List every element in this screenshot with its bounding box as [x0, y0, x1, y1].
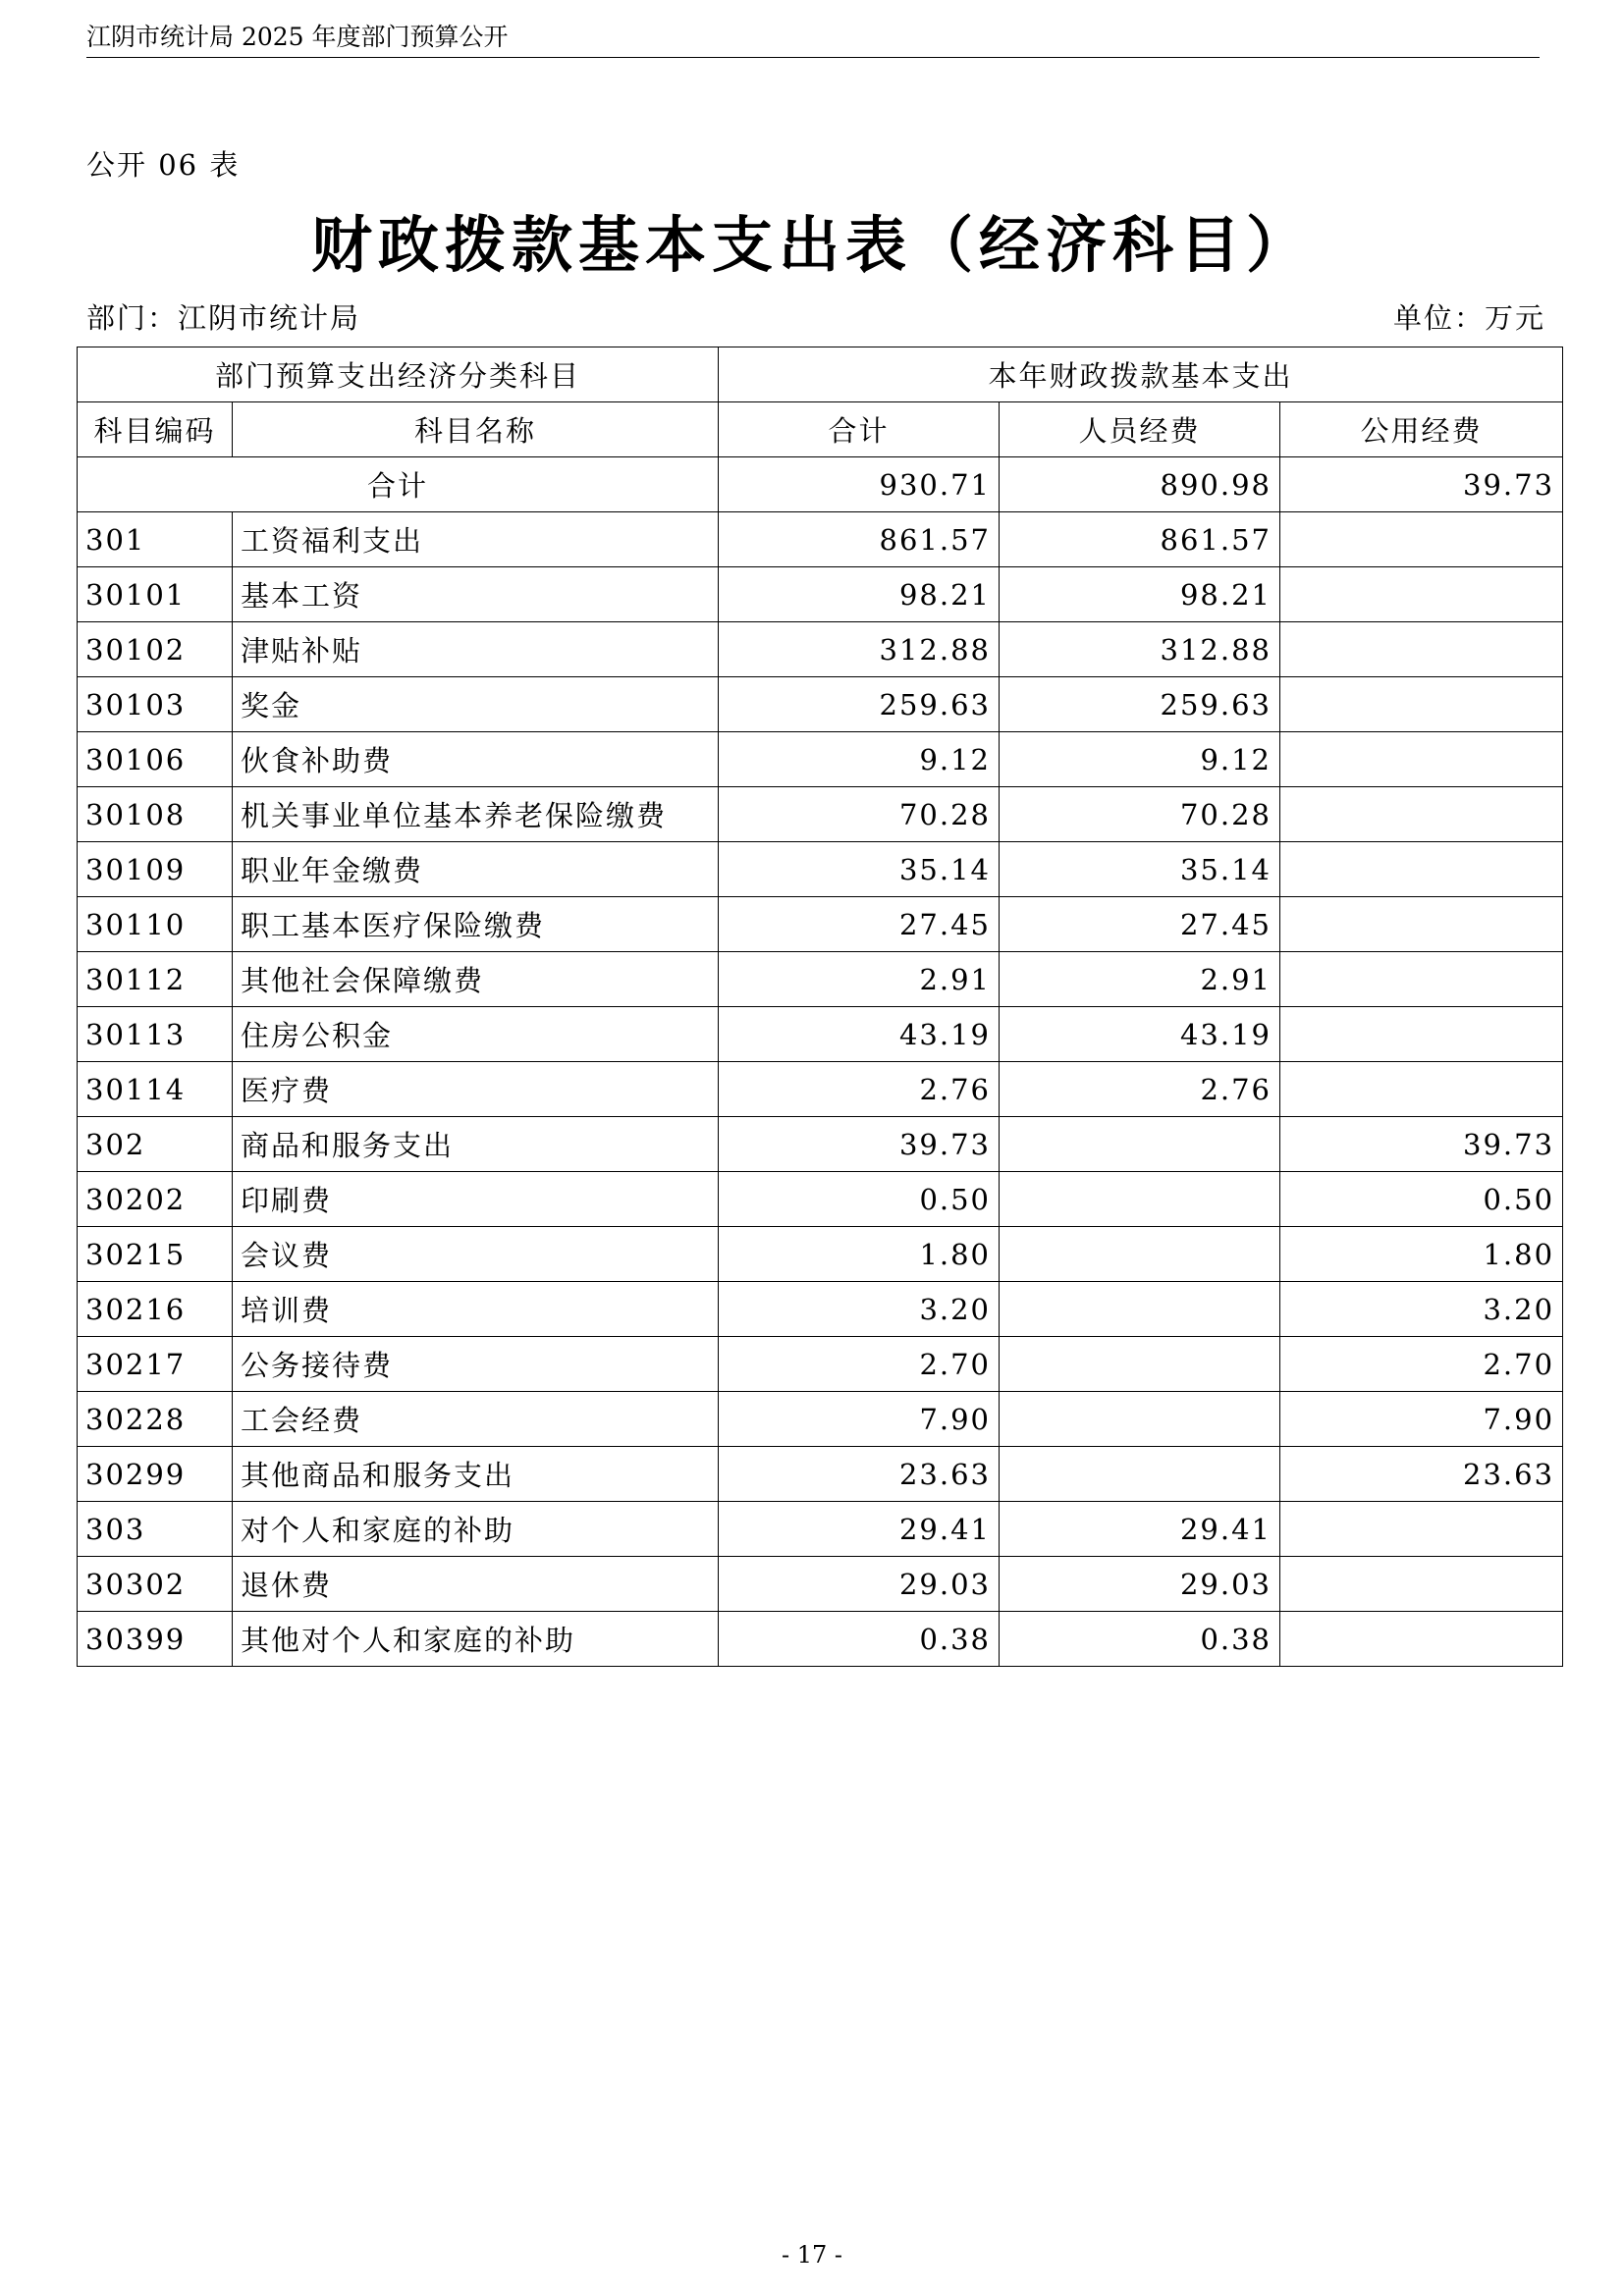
cell-public [1280, 842, 1563, 897]
cell-name: 其他商品和服务支出 [233, 1447, 719, 1502]
table-row [78, 1282, 1563, 1337]
cell-public: 39.73 [1280, 1117, 1563, 1172]
cell-code: 30102 [78, 622, 233, 677]
cell-name: 对个人和家庭的补助 [233, 1502, 719, 1557]
cell-personnel: 35.14 [1000, 842, 1280, 897]
cell-personnel: 98.21 [1000, 567, 1280, 622]
cell-total: 27.45 [719, 897, 1000, 952]
document-title: 财政拨款基本支出表（经济科目） [310, 209, 1313, 281]
total-row-personnel: 890.98 [1000, 457, 1280, 512]
unit-label: 单位：万元 [1392, 301, 1545, 335]
cell-code: 30109 [78, 842, 233, 897]
cell-code: 30217 [78, 1337, 233, 1392]
cell-public [1280, 897, 1563, 952]
cell-code: 30114 [78, 1062, 233, 1117]
cell-total: 35.14 [719, 842, 1000, 897]
cell-total: 9.12 [719, 732, 1000, 787]
group-header-expenditure: 本年财政拨款基本支出 [719, 347, 1563, 402]
cell-personnel [1000, 1172, 1280, 1227]
cell-name: 退休费 [233, 1557, 719, 1612]
cell-name: 公务接待费 [233, 1337, 719, 1392]
table-body [78, 347, 1563, 1667]
table-row [78, 1062, 1563, 1117]
cell-public [1280, 732, 1563, 787]
cell-total: 0.38 [719, 1612, 1000, 1667]
table-row [78, 512, 1563, 567]
cell-name: 奖金 [233, 677, 719, 732]
cell-name: 工资福利支出 [233, 512, 719, 567]
cell-name: 伙食补助费 [233, 732, 719, 787]
cell-personnel: 29.03 [1000, 1557, 1280, 1612]
cell-name: 基本工资 [233, 567, 719, 622]
cell-personnel: 9.12 [1000, 732, 1280, 787]
table-row [78, 1337, 1563, 1392]
cell-personnel: 861.57 [1000, 512, 1280, 567]
cell-total: 98.21 [719, 567, 1000, 622]
cell-code: 30216 [78, 1282, 233, 1337]
table-row [78, 567, 1563, 622]
cell-code: 302 [78, 1117, 233, 1172]
cell-code: 301 [78, 512, 233, 567]
department-label: 部门：江阴市统计局 [86, 301, 361, 335]
cell-code: 30215 [78, 1227, 233, 1282]
cell-public [1280, 567, 1563, 622]
cell-code: 303 [78, 1502, 233, 1557]
table-row [78, 677, 1563, 732]
cell-code: 30108 [78, 787, 233, 842]
cell-public: 0.50 [1280, 1172, 1563, 1227]
total-row-label: 合计 [78, 457, 719, 512]
table-row [78, 732, 1563, 787]
cell-personnel: 259.63 [1000, 677, 1280, 732]
cell-public [1280, 1612, 1563, 1667]
cell-personnel [1000, 1392, 1280, 1447]
total-row-public: 39.73 [1280, 457, 1563, 512]
cell-public: 7.90 [1280, 1392, 1563, 1447]
budget-table [77, 347, 1563, 1667]
cell-name: 培训费 [233, 1282, 719, 1337]
column-header-row [78, 402, 1563, 457]
cell-code: 30202 [78, 1172, 233, 1227]
cell-public: 1.80 [1280, 1227, 1563, 1282]
group-header-classification: 部门预算支出经济分类科目 [78, 347, 719, 402]
cell-personnel: 29.41 [1000, 1502, 1280, 1557]
cell-name: 机关事业单位基本养老保险缴费 [233, 787, 719, 842]
cell-name: 职业年金缴费 [233, 842, 719, 897]
cell-total: 2.76 [719, 1062, 1000, 1117]
cell-code: 30101 [78, 567, 233, 622]
column-header-public: 公用经费 [1280, 402, 1563, 457]
group-header-row [78, 347, 1563, 402]
cell-name: 印刷费 [233, 1172, 719, 1227]
table-row [78, 1007, 1563, 1062]
cell-code: 30399 [78, 1612, 233, 1667]
cell-public: 3.20 [1280, 1282, 1563, 1337]
cell-name: 津贴补贴 [233, 622, 719, 677]
cell-total: 2.91 [719, 952, 1000, 1007]
cell-public [1280, 1502, 1563, 1557]
cell-personnel [1000, 1282, 1280, 1337]
cell-public [1280, 1007, 1563, 1062]
table-row [78, 1557, 1563, 1612]
table-row [78, 1117, 1563, 1172]
cell-public: 2.70 [1280, 1337, 1563, 1392]
column-header-total: 合计 [719, 402, 1000, 457]
cell-personnel [1000, 1337, 1280, 1392]
table-row [78, 787, 1563, 842]
cell-personnel: 0.38 [1000, 1612, 1280, 1667]
cell-public [1280, 1062, 1563, 1117]
table-code: 公开 06 表 [86, 148, 241, 182]
cell-personnel: 43.19 [1000, 1007, 1280, 1062]
cell-code: 30113 [78, 1007, 233, 1062]
column-header-code: 科目编码 [78, 402, 233, 457]
table-row [78, 952, 1563, 1007]
cell-name: 医疗费 [233, 1062, 719, 1117]
cell-name: 会议费 [233, 1227, 719, 1282]
running-header: 江阴市统计局 2025 年度部门预算公开 [86, 20, 1540, 58]
cell-total: 2.70 [719, 1337, 1000, 1392]
cell-name: 其他对个人和家庭的补助 [233, 1612, 719, 1667]
cell-name: 工会经费 [233, 1392, 719, 1447]
cell-name: 商品和服务支出 [233, 1117, 719, 1172]
table-row [78, 842, 1563, 897]
cell-code: 30110 [78, 897, 233, 952]
cell-public [1280, 677, 1563, 732]
page-number: - 17 - [781, 2241, 842, 2269]
table-row [78, 897, 1563, 952]
cell-code: 30112 [78, 952, 233, 1007]
table-row [78, 1227, 1563, 1282]
table-row [78, 1172, 1563, 1227]
cell-code: 30106 [78, 732, 233, 787]
cell-total: 259.63 [719, 677, 1000, 732]
cell-public [1280, 512, 1563, 567]
cell-code: 30228 [78, 1392, 233, 1447]
cell-total: 7.90 [719, 1392, 1000, 1447]
table-row [78, 622, 1563, 677]
column-header-personnel: 人员经费 [1000, 402, 1280, 457]
cell-personnel: 2.76 [1000, 1062, 1280, 1117]
cell-total: 70.28 [719, 787, 1000, 842]
column-header-name: 科目名称 [233, 402, 719, 457]
cell-name: 其他社会保障缴费 [233, 952, 719, 1007]
cell-public [1280, 1557, 1563, 1612]
cell-total: 1.80 [719, 1227, 1000, 1282]
cell-personnel [1000, 1447, 1280, 1502]
cell-total: 861.57 [719, 512, 1000, 567]
cell-code: 30302 [78, 1557, 233, 1612]
cell-name: 住房公积金 [233, 1007, 719, 1062]
table-row [78, 1612, 1563, 1667]
cell-personnel: 27.45 [1000, 897, 1280, 952]
cell-total: 29.41 [719, 1502, 1000, 1557]
cell-total: 29.03 [719, 1557, 1000, 1612]
table-row [78, 1447, 1563, 1502]
total-row-total: 930.71 [719, 457, 1000, 512]
cell-code: 30103 [78, 677, 233, 732]
cell-total: 3.20 [719, 1282, 1000, 1337]
cell-personnel: 70.28 [1000, 787, 1280, 842]
cell-total: 0.50 [719, 1172, 1000, 1227]
table-row [78, 1392, 1563, 1447]
cell-code: 30299 [78, 1447, 233, 1502]
cell-personnel: 312.88 [1000, 622, 1280, 677]
cell-total: 312.88 [719, 622, 1000, 677]
cell-total: 23.63 [719, 1447, 1000, 1502]
cell-name: 职工基本医疗保险缴费 [233, 897, 719, 952]
table-row [78, 1502, 1563, 1557]
cell-total: 39.73 [719, 1117, 1000, 1172]
cell-public: 23.63 [1280, 1447, 1563, 1502]
cell-total: 43.19 [719, 1007, 1000, 1062]
cell-personnel [1000, 1227, 1280, 1282]
cell-public [1280, 952, 1563, 1007]
cell-personnel: 2.91 [1000, 952, 1280, 1007]
cell-public [1280, 622, 1563, 677]
total-row [78, 457, 1563, 512]
cell-personnel [1000, 1117, 1280, 1172]
cell-public [1280, 787, 1563, 842]
